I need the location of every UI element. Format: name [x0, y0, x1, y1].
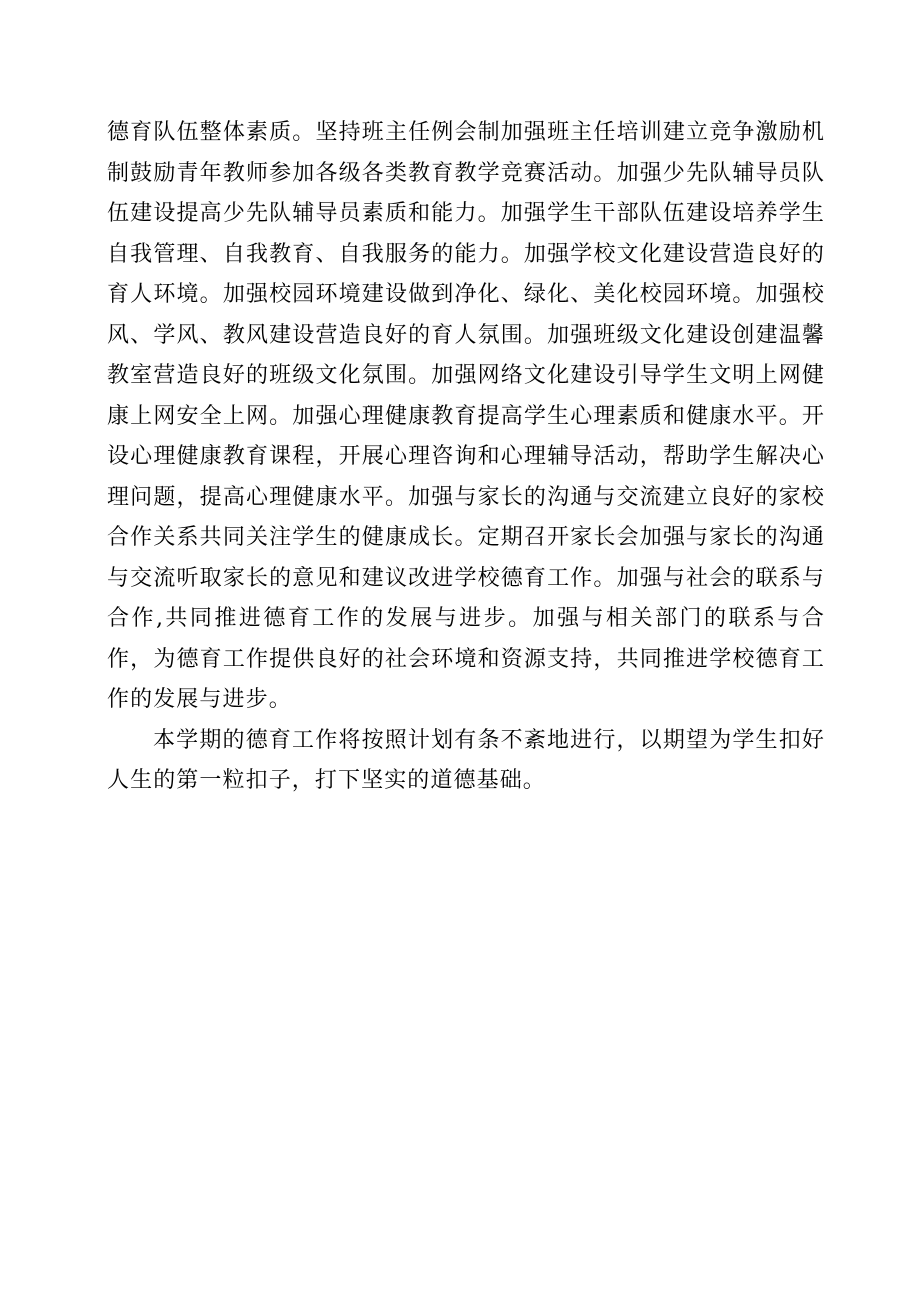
paragraph-conclusion: 本学期的德育工作将按照计划有条不紊地进行，以期望为学生扣好人生的第一粒扣子，打下坚实的道德基础。 [107, 727, 825, 793]
paragraph-continuation: 德育队伍整体素质。坚持班主任例会制加强班主任培训建立竞争激励机制鼓励青年教师参加各级各类教育教学竞赛活动。加强少先队辅导员队伍建设提高少先队辅导员素质和能力。加强学生干部队伍建设培养学生自我管理、自我教育、自我服务的能力。加强学校文化建设营造良好的育人环境。加强校园环境建设做到净化、绿化、美化校园环境。加强校风、学风、教风建设营造良好的育人氛围。加强班级文化建设创建温馨教室营造良好的班级文化氛围。加强网络文化建设引导学生文明上网健康上网安全上网。加强心理健康教育提高学生心理素质和健康水平。开设心理健康教育课程，开展心理咨询和心理辅导活动，帮助学生解决心理问题，提高心理健康水平。加强与家长的沟通与交流建立良好的家校合作关系共同关注学生的健康成长。定期召开家长会加强与家长的沟通与交流听取家长的意见和建议改进学校德育工作。加强与社会的联系与合作,共同推进德育工作的发展与进步。加强与相关部门的联系与合作，为德育工作提供良好的社会环境和资源支持，共同推进学校德育工作的发展与进步。 [107, 120, 825, 712]
document-body [107, 113, 825, 802]
